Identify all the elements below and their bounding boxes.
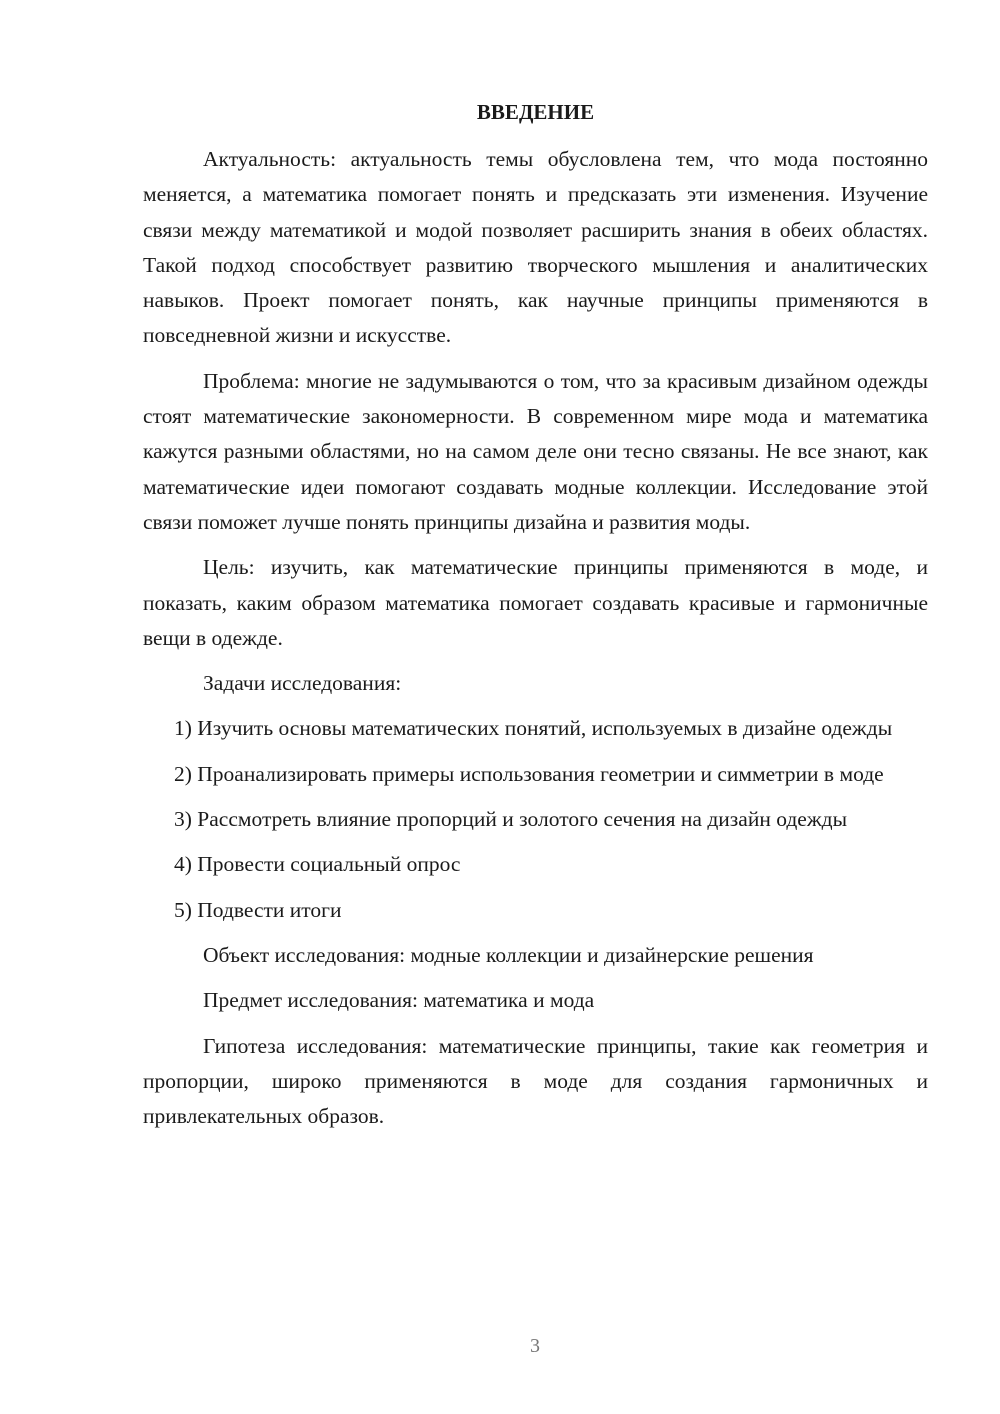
page-number: 3: [530, 1335, 540, 1357]
page-title: ВВЕДЕНИЕ: [476, 100, 595, 124]
task-item: 4) Провести социальный опрос: [174, 852, 461, 877]
problem-paragraph: Проблема: многие не задумываются о том, что за красивым дизайном одежды стоят математические закономерности. В современном мире мода и математика кажутся разными областями, но на самом деле они тесно связаны. Не все знают, как математические идеи помогают создавать модные коллекции. Исследование этой связи поможет лучше понять принципы дизайна и развития моды.: [143, 368, 928, 534]
task-item: 5) Подвести итоги: [174, 897, 342, 922]
goal-paragraph: Цель: изучить, как математические принципы применяются в моде, и показать, каким образом математика помогает создавать красивые и гармоничные вещи в одежде.: [143, 555, 928, 650]
task-item: 3) Рассмотреть влияние пропорций и золотого сечения на дизайн одежды: [174, 807, 848, 832]
object-paragraph: Объект исследования: модные коллекции и дизайнерские решения: [203, 942, 814, 967]
hypothesis-paragraph: Гипотеза исследования: математические принципы, такие как геометрия и пропорции, широко применяются в моде для создания гармоничных и привлекательных образов.: [143, 1033, 928, 1129]
task-item: 2) Проанализировать примеры использования геометрии и симметрии в моде: [174, 761, 884, 786]
subject-paragraph: Предмет исследования: математика и мода: [203, 988, 595, 1013]
task-item: 1) Изучить основы математических понятий, используемых в дизайне одежды: [174, 716, 893, 741]
relevance-paragraph: Актуальность: актуальность темы обусловлена тем, что мода постоянно меняется, а математика помогает понять и предсказать эти изменения. Изучение связи между математикой и модой позволяет расширить знания в обеих областях. Такой подход способствует развитию творческого мышления и аналитических навыков. Проект помогает понять, как научные принципы применяются в повседневной жизни и искусстве.: [143, 147, 928, 348]
tasks-heading: Задачи исследования:: [203, 671, 402, 696]
document-body: [143, 142, 928, 1144]
